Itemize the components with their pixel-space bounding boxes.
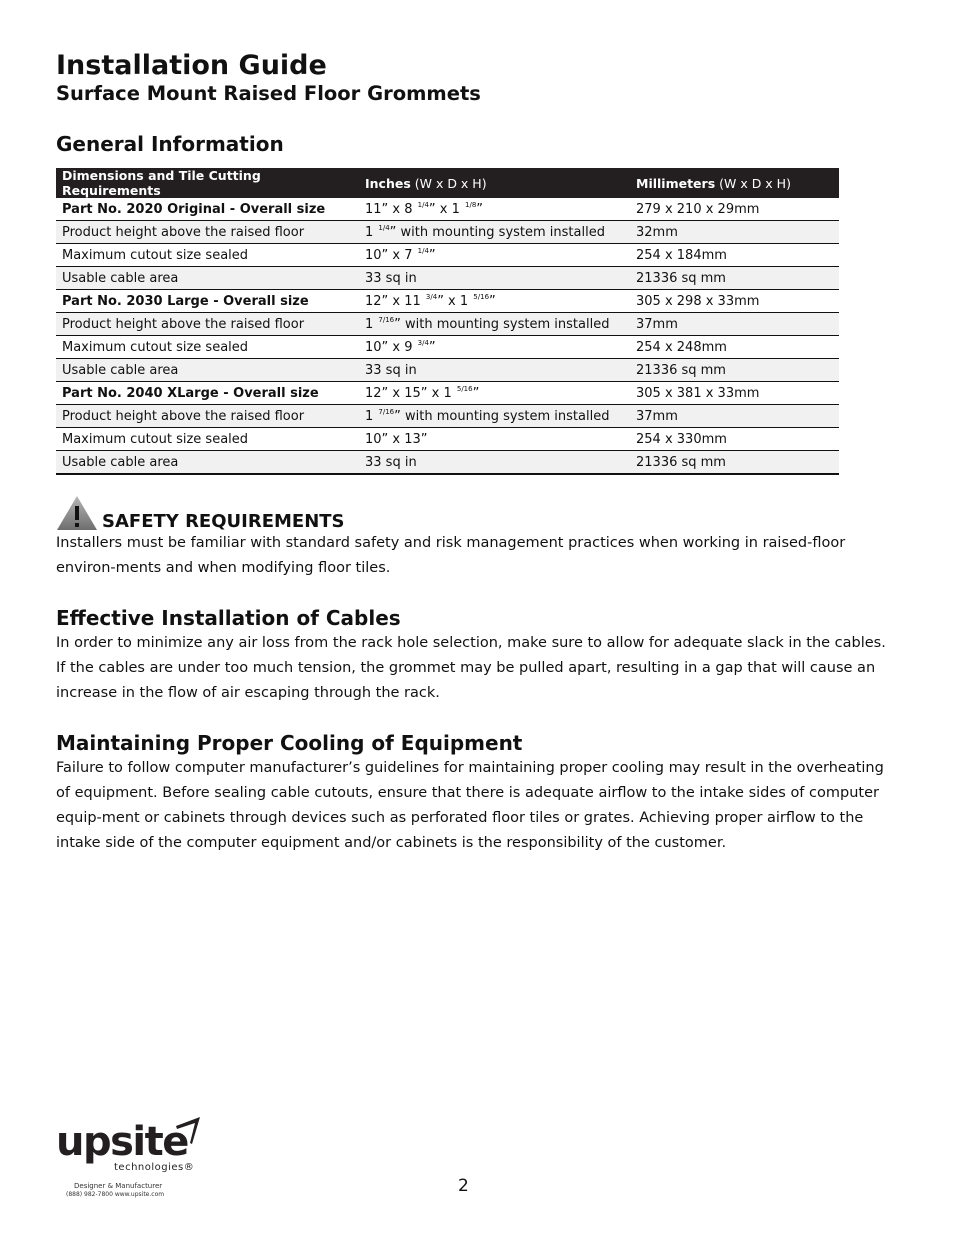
logo-contact: (888) 982-7800 www.upsite.com (66, 1191, 165, 1198)
inches-text: ” (428, 248, 436, 263)
inches-cell (359, 428, 630, 451)
millimeters-cell: 37mm (630, 405, 839, 428)
dimensions-table (56, 168, 839, 475)
inches-cell (359, 405, 630, 428)
page-content (56, 50, 898, 856)
millimeters-cell: 32mm (630, 221, 839, 244)
inches-text: ” (489, 294, 496, 309)
inches-fraction: 5/16 (473, 293, 490, 301)
millimeters-cell: 37mm (630, 313, 839, 336)
inches-cell (359, 290, 630, 313)
general-information-heading: General Information (56, 132, 284, 156)
dimension-label-cell: Product height above the raised floor (56, 221, 359, 244)
dimension-label-cell: Usable cable area (56, 451, 359, 475)
millimeters-cell: 21336 sq mm (630, 359, 839, 382)
dimension-label-cell: Part No. 2040 XLarge - Overall size (56, 382, 359, 405)
logo-subtitle: technologies® (114, 1162, 195, 1173)
table-row (56, 451, 839, 475)
dimension-label-cell: Usable cable area (56, 267, 359, 290)
table-row (56, 336, 839, 359)
table-row (56, 221, 839, 244)
inches-text: 12” x 11 (365, 294, 425, 309)
inches-fraction: 1/4 (378, 224, 390, 232)
table-row (56, 382, 839, 405)
inches-fraction: 7/16 (378, 408, 395, 416)
inches-text: 10” x 7 (365, 248, 417, 263)
cables-text: In order to minimize any air loss from the rack hole selection, make sure to allow for adequate slack in the cables. If the cables are under too much tension, the grommet may be pulled apart, resulting in a gap that will cause an increase in the flow of air escaping through the rack. (56, 635, 886, 701)
millimeters-cell: 254 x 330mm (630, 428, 839, 451)
dimension-label-cell: Part No. 2020 Original - Overall size (56, 198, 359, 221)
millimeters-cell: 305 x 381 x 33mm (630, 382, 839, 405)
inches-cell (359, 451, 630, 475)
logo-wordmark: upsite (56, 1119, 188, 1165)
table-header-millimeters: Millimeters (W x D x H) (630, 168, 839, 198)
inches-text: ” with mounting system installed (394, 317, 610, 332)
page-subtitle: Surface Mount Raised Floor Grommets (56, 82, 481, 105)
page-title: Installation Guide (56, 50, 327, 81)
dimension-label-cell: Product height above the raised floor (56, 405, 359, 428)
inches-text: ” with mounting system installed (389, 225, 605, 240)
table-row (56, 267, 839, 290)
table-header-inches: Inches (W x D x H) (359, 168, 630, 198)
logo-swoosh-icon (174, 1116, 202, 1146)
inches-fraction: 1/8 (465, 201, 477, 209)
inches-cell (359, 313, 630, 336)
inches-cell (359, 359, 630, 382)
inches-text: 11” x 8 (365, 202, 417, 217)
inches-text: 12” x 15” x 1 (365, 386, 456, 401)
upsite-logo (56, 1116, 206, 1200)
inches-text: 1 (365, 317, 378, 332)
table-header-row (56, 168, 839, 198)
inches-text: 33 sq in (365, 362, 417, 378)
dimension-label-cell: Product height above the raised floor (56, 313, 359, 336)
inches-text: ” x 1 (428, 202, 465, 217)
inches-fraction: 1/4 (417, 247, 429, 255)
inches-cell (359, 382, 630, 405)
millimeters-cell: 21336 sq mm (630, 267, 839, 290)
safety-text: Installers must be familiar with standard safety and risk management practices when working in raised-floor environ-ments and when modifying floor tiles. (56, 535, 846, 576)
inches-text: 1 (365, 409, 378, 424)
inches-cell (359, 221, 630, 244)
inches-text: 33 sq in (365, 270, 417, 286)
inches-text: 10” x 13” (365, 431, 428, 447)
inches-cell (359, 267, 630, 290)
table-row (56, 290, 839, 313)
millimeters-cell: 305 x 298 x 33mm (630, 290, 839, 313)
inches-fraction: 3/4 (417, 339, 429, 347)
table-row (56, 359, 839, 382)
table-row (56, 244, 839, 267)
safety-heading-block (56, 495, 898, 531)
inches-text: 10” x 9 (365, 340, 417, 355)
dimension-label-cell: Maximum cutout size sealed (56, 428, 359, 451)
inches-cell (359, 336, 630, 359)
inches-text: 1 (365, 225, 378, 240)
millimeters-cell: 279 x 210 x 29mm (630, 198, 839, 221)
safety-heading: SAFETY REQUIREMENTS (102, 511, 345, 532)
cables-heading: Effective Installation of Cables (56, 606, 401, 630)
table-row (56, 405, 839, 428)
inches-text: 33 sq in (365, 454, 417, 470)
millimeters-cell: 254 x 184mm (630, 244, 839, 267)
dimension-label-cell: Maximum cutout size sealed (56, 244, 359, 267)
inches-text: ” (472, 386, 480, 401)
inches-text: ” x 1 (437, 294, 473, 309)
dimension-label-cell: Usable cable area (56, 359, 359, 382)
cooling-heading: Maintaining Proper Cooling of Equipment (56, 731, 523, 755)
cooling-text: Failure to follow computer manufacturer’s guidelines for maintaining proper cooling may result in the overheating of equipment. Before sealing cable cutouts, ensure that there is adequate airflow to the intake sides of computer equip-ment or cabinets through devices such as perforated floor tiles or grates. Achieving proper airflow to the intake side of the computer equipment and/or cabinets is the responsibility of the customer. (56, 760, 884, 851)
table-body (56, 198, 839, 474)
logo-tagline: Designer & Manufacturer (74, 1182, 163, 1190)
table-row (56, 428, 839, 451)
inches-fraction: 1/4 (417, 201, 429, 209)
table-row (56, 198, 839, 221)
dimension-label-cell: Maximum cutout size sealed (56, 336, 359, 359)
millimeters-cell: 21336 sq mm (630, 451, 839, 475)
inches-text: ” (428, 340, 436, 355)
inches-cell (359, 244, 630, 267)
inches-fraction: 3/4 (425, 293, 438, 301)
table-row (56, 313, 839, 336)
inches-cell (359, 198, 630, 221)
table-header-dimensions: Dimensions and Tile Cutting Requirements (56, 168, 359, 198)
dimension-label-cell: Part No. 2030 Large - Overall size (56, 290, 359, 313)
inches-fraction: 5/16 (456, 385, 473, 393)
inches-text: ” (476, 202, 484, 217)
millimeters-cell: 254 x 248mm (630, 336, 839, 359)
inches-text: ” with mounting system installed (394, 409, 610, 424)
page-number: 2 (458, 1176, 469, 1196)
inches-fraction: 7/16 (378, 316, 395, 324)
warning-triangle-icon (56, 495, 98, 531)
